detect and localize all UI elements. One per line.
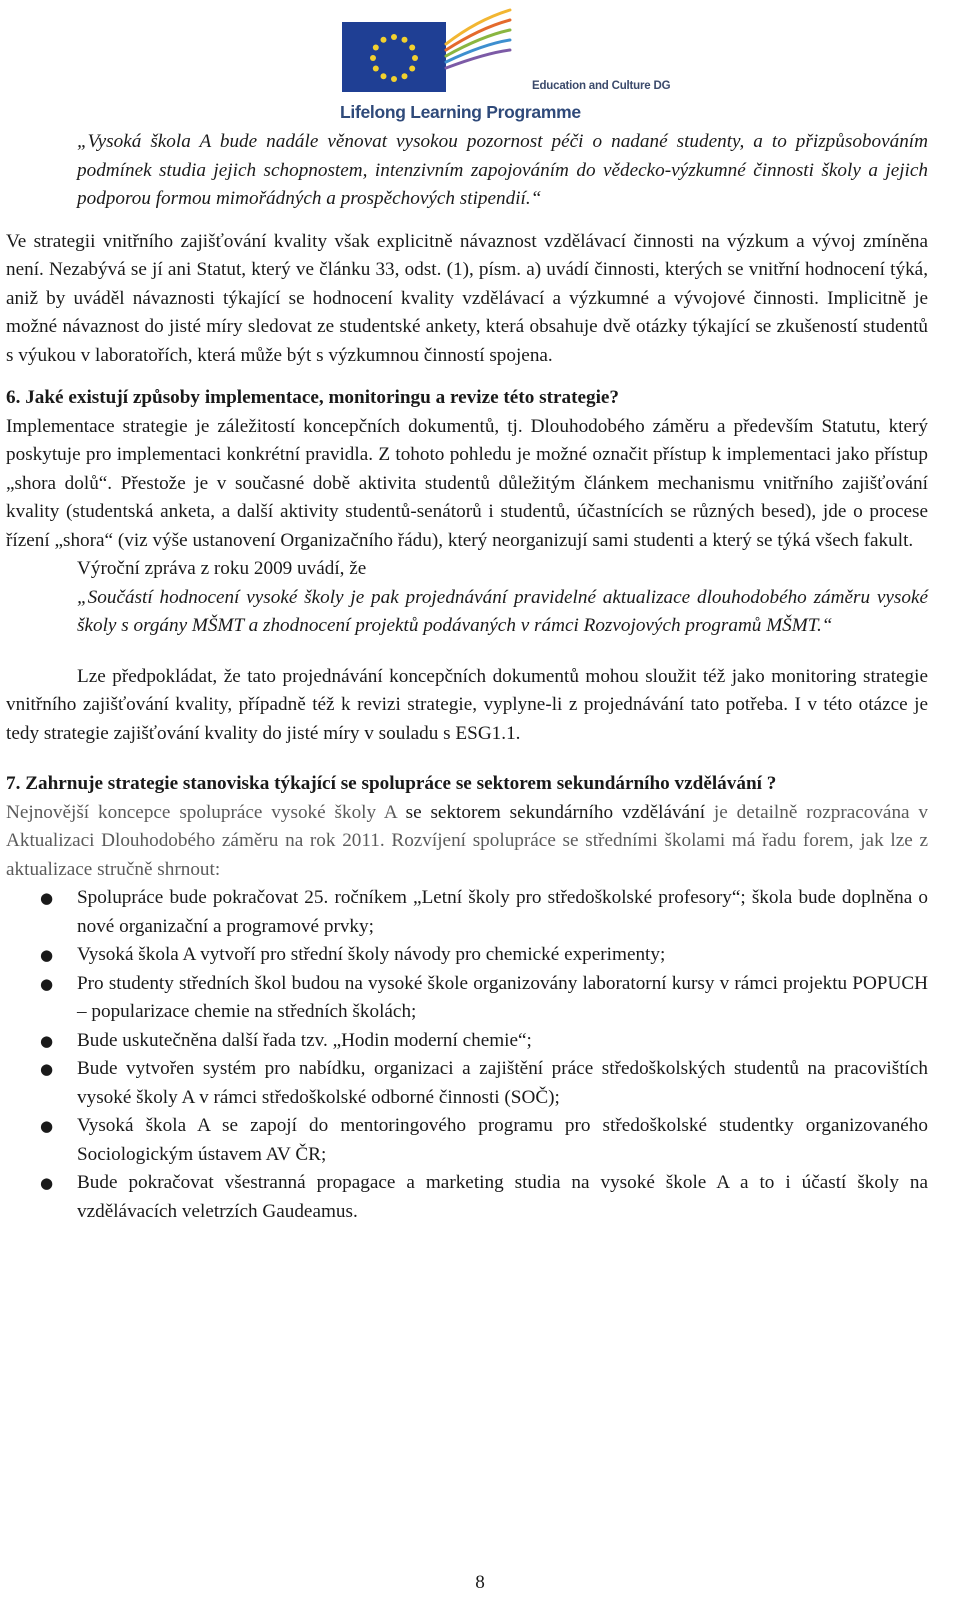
document-body	[6, 128, 928, 1226]
page-number: 8	[475, 1572, 485, 1593]
paragraph-implementation: Implementace strategie je záležitostí koncepčních dokumentů, tj. Dlouhodobého záměru a především Statutu, který poskytuje pro implementaci konkrétní pravidla. Z tohoto pohledu je možné označit přístup k implementaci jako přístup „shora dolů“. Přestože je v současné době aktivita studentů důležitým článkem mechanismu vnitřního zajišťování kvality (studentská anketa, a další aktivity studentů-senátorů i studentů, účastnících se různých besed), jde o procese řízení „shora“ (viz výše ustanovení Organizačního řádu), který neorganizují sami studenti a který se týká všech fakult.	[6, 415, 928, 551]
list-item-text: Vysoká škola A vytvoří pro střední školy návody pro chemické experimenty;	[77, 944, 666, 965]
logo-programme-text: Lifelong Learning Programme	[340, 102, 581, 122]
list-item	[6, 1055, 928, 1112]
bullet-icon: ●	[40, 889, 54, 907]
list-item-text: Bude pokračovat všestranná propagace a marketing studia na vysoké škole A a to i účastí školy na vzdělávacích veletrzích Gaudeamus.	[77, 1172, 928, 1222]
bullet-icon: ●	[40, 1031, 54, 1050]
list-item	[6, 1169, 928, 1226]
quote-stipends: „Vysoká škola A bude nadále věnovat vysokou pozornost péči o nadané studenty, a to přizpůsobováním podmínek studia jejich schopnostem, intenzivním zapojováním do vědecko-výzkumné činnosti školy a jejich podporou formou mimořádných a prospěchových stipendií.“	[77, 131, 928, 209]
list-item	[6, 884, 928, 941]
paragraph-annual-report: Výroční zpráva z roku 2009 uvádí, že	[77, 558, 367, 579]
bullet-icon: ●	[40, 946, 54, 964]
cooperation-list	[6, 884, 928, 1226]
paragraph-part-b: se sektorem sekundárního vzdělávání	[396, 801, 714, 823]
list-item-text: Spolupráce bude pokračovat 25. ročníkem „Letní školy pro středoškolské profesory“; škola bude doplněna o nové organizační a programové prvky;	[77, 887, 928, 937]
bullet-icon: ●	[40, 1174, 54, 1192]
list-item-text: Bude vytvořen systém pro nabídku, organizaci a zajištění práce středoškolských studentů na pracovištích vysoké školy A v rámci středoškolské odborné činnosti (SOČ);	[77, 1058, 928, 1108]
list-item-text: Bude uskutečněna další řada tzv. „Hodin moderní chemie“;	[77, 1029, 532, 1051]
section-heading-7: 7. Zahrnuje strategie stanoviska týkající se spolupráce se sektorem sekundárního vzdělávání ?	[6, 773, 777, 794]
eu-flag-logo-icon	[342, 6, 512, 94]
list-item	[6, 941, 928, 970]
paragraph-part-a: Nejnovější koncepce spolupráce vysoké školy A	[6, 801, 397, 823]
bullet-icon: ●	[40, 1117, 54, 1135]
paragraph-part-c: je detailně rozpracována v Aktualizaci Dlouhodobého záměru na rok 2011. Rozvíjení spolupráce se středními školami má řadu forem, jak lze z aktualizace stručně shrnout:	[6, 801, 929, 880]
paragraph-research-link: Ve strategii vnitřního zajišťování kvality však explicitně návaznost vzdělávací činnosti na výzkum a vývoj zmíněna není. Nezabývá se jí ani Statut, který ve článku 33, odst. (1), písm. a) uvádí činnosti, kterých se vnitřní hodnocení týká, aniž by uváděl návaznosti týkající se hodnocení kvality vzdělávací a výzkumné a vývojové činnosti. Implicitně je možné návaznost do jisté míry sledovat ze studentské ankety, která obsahuje dvě otázky týkající se zkušeností studentů s výukou v laboratořích, která může být s výzkumnou činností spojena.	[6, 230, 928, 366]
paragraph-secondary-cooperation	[6, 799, 928, 885]
quote-annual-report: „Součástí hodnocení vysoké školy je pak projednávání pravidelné aktualizace dlouhodobého záměru vysoké školy s orgány MŠMT a zhodnocení projektů podávaných v rámci Rozvojových programů MŠMT.“	[77, 586, 928, 636]
list-item-text: Pro studenty středních škol budou na vysoké škole organizovány laboratorní kursy v rámci projektu POPUCH – popularizace chemie na středních školách;	[77, 972, 928, 1022]
list-item-text: Vysoká škola A se zapojí do mentoringového programu pro středoškolské studentky organizovaného Sociologickým ústavem AV ČR;	[77, 1115, 928, 1165]
section-heading-6: 6. Jaké existují způsoby implementace, monitoringu a revize této strategie?	[6, 387, 620, 408]
paragraph-monitoring: Lze předpokládat, že tato projednávání koncepčních dokumentů mohou sloužit též jako monitoring strategie vnitřního zajišťování kvality, případně též k revizi strategie, vyplyne-li z projednávání tato potřeba. I v této otázce je tedy strategie zajišťování kvality do jisté míry v souladu s ESG1.1.	[6, 665, 928, 744]
eu-llp-logo	[336, 6, 671, 124]
list-item	[6, 1112, 928, 1169]
list-item	[6, 1027, 928, 1056]
logo-dg-text: Education and Culture DG	[532, 80, 671, 92]
list-item	[6, 970, 928, 1027]
bullet-icon: ●	[40, 974, 54, 993]
bullet-icon: ●	[40, 1060, 54, 1078]
